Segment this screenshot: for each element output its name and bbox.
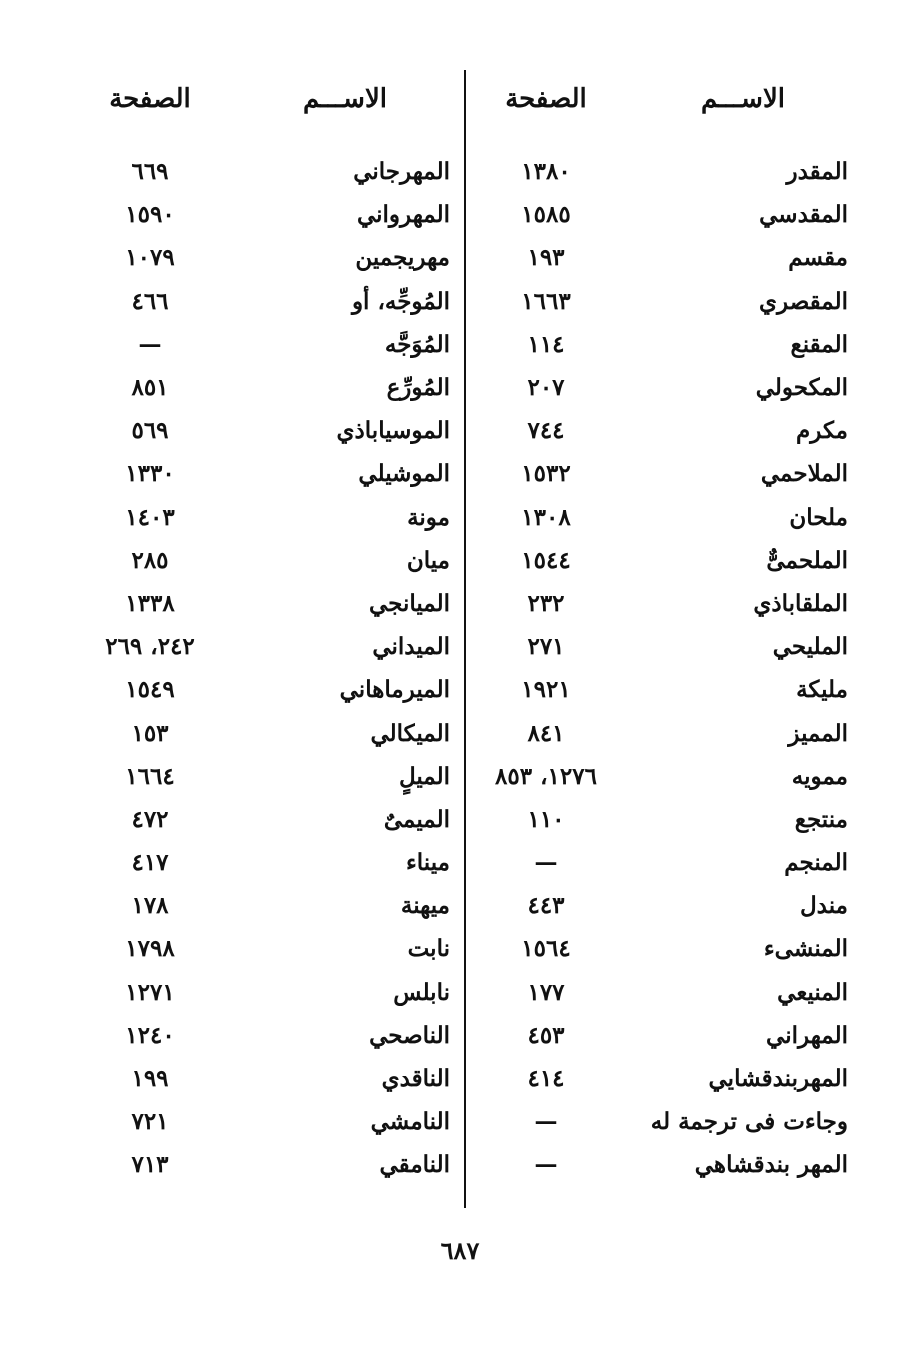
index-entry [486, 236, 848, 279]
entry-page: ١١٠ [527, 805, 565, 833]
index-entry [90, 409, 450, 452]
entry-page: ١٢٤٠ [125, 1021, 175, 1049]
entry-page: ١٥٤٤ [521, 546, 571, 574]
entry-name: نابت [407, 935, 450, 963]
index-entry [90, 366, 450, 409]
entry-page: — [534, 1108, 558, 1136]
entry-name: الميرماهاني [339, 676, 450, 704]
entry-page: — [534, 1151, 558, 1179]
entry-name: المُوجِّه، أو [351, 287, 450, 315]
index-entry [486, 1143, 848, 1186]
column-divider [464, 70, 466, 1208]
entry-name: المُورِّع [386, 374, 450, 402]
entry-name: المهرواني [356, 201, 450, 229]
entry-name: ميان [406, 546, 450, 574]
entry-name: ميناء [405, 849, 450, 877]
index-entry [486, 280, 848, 323]
entry-page: ٢٨٥ [131, 546, 169, 574]
entry-page: ٢٠٧ [527, 374, 565, 402]
entry-page: ٨٤١ [527, 719, 565, 747]
entry-page: ١٥٨٥ [521, 201, 571, 229]
entry-page: — [534, 849, 558, 877]
entry-page: ١٥٦٤ [521, 935, 571, 963]
index-entry [486, 841, 848, 884]
entry-name: المهرجاني [353, 158, 450, 186]
entry-page: ٧١٣ [131, 1151, 169, 1179]
index-entry [90, 798, 450, 841]
left-column-header [90, 84, 450, 132]
entry-name: مهريجمين [355, 244, 450, 272]
entry-page: ١٥٣ [131, 719, 169, 747]
entry-name: مقسم [788, 244, 848, 272]
index-entry [486, 496, 848, 539]
entry-name: النامشي [370, 1108, 450, 1136]
entry-page: ١٣٠٨ [521, 503, 571, 531]
entry-name: الملقاباذي [753, 589, 848, 617]
entry-page: ٢٤٢، ٢٦٩ [105, 633, 195, 661]
entry-name: المنيعي [777, 978, 848, 1006]
entry-page: ١٩٣ [527, 244, 565, 272]
entry-page: ٤٥٣ [527, 1021, 565, 1049]
index-entry [486, 884, 848, 927]
index-entry [90, 582, 450, 625]
entry-name: الميانجي [368, 589, 450, 617]
entry-name: المقنع [790, 330, 848, 358]
entry-name: ملحان [789, 503, 848, 531]
entry-name: المُوَجَّه [384, 330, 450, 358]
index-entry [486, 755, 848, 798]
index-entry [90, 280, 450, 323]
entry-name: الميلٍ [398, 762, 450, 790]
entry-page: ١٩٩ [131, 1065, 169, 1093]
entry-name: المهر بندقشاهي [694, 1151, 848, 1179]
entry-page: ١٦٦٤ [125, 762, 175, 790]
index-entry [90, 755, 450, 798]
entry-name: المميز [788, 719, 848, 747]
index-entry [486, 798, 848, 841]
name-column-heading: الاســـم [701, 84, 785, 114]
entry-name: المكحولي [755, 374, 848, 402]
entry-page: ١٥٤٩ [125, 676, 175, 704]
entry-name: المقدر [786, 158, 848, 186]
left-index-rows [90, 150, 450, 1187]
entry-page: — [138, 330, 162, 358]
entry-name: المهراني [766, 1021, 848, 1049]
index-entry [90, 1143, 450, 1186]
entry-page: ١٩٢١ [521, 676, 571, 704]
index-entry [486, 1014, 848, 1057]
entry-name: مكرم [796, 417, 848, 445]
index-entry [90, 236, 450, 279]
entry-name: الموسياباذي [336, 417, 450, 445]
entry-name: وجاءت فى ترجمة له [650, 1108, 848, 1136]
name-column-heading: الاســـم [303, 84, 387, 114]
entry-name: مونة [407, 503, 450, 531]
index-entry [90, 150, 450, 193]
index-entry [486, 323, 848, 366]
index-entry [90, 971, 450, 1014]
entry-page: ٢٧١ [527, 633, 565, 661]
entry-page: ٤٧٢ [131, 805, 169, 833]
index-entry [90, 841, 450, 884]
index-entry [486, 150, 848, 193]
entry-name: الملاحمي [760, 460, 848, 488]
index-entry [90, 668, 450, 711]
right-index-rows [486, 150, 848, 1187]
entry-page: ١٢٧١ [125, 978, 175, 1006]
index-entry [486, 582, 848, 625]
entry-name: الناصحي [369, 1021, 450, 1049]
entry-name: الموشيلي [358, 460, 450, 488]
index-entry [486, 539, 848, 582]
index-entry [90, 884, 450, 927]
entry-name: المنجم [784, 849, 848, 877]
entry-name: مندل [799, 892, 848, 920]
entry-page: ٧٢١ [131, 1108, 169, 1136]
entry-page: ١٢٧٦، ٨٥٣ [495, 762, 597, 790]
entry-page: ١٥٩٠ [125, 201, 175, 229]
index-entry [90, 711, 450, 754]
entry-name: الميكالي [370, 719, 450, 747]
entry-name: ممويه [791, 762, 848, 790]
index-entry [90, 1100, 450, 1143]
entry-page: ١٣٨٠ [521, 158, 571, 186]
left-index-column [90, 84, 450, 1187]
index-entry [486, 366, 848, 409]
entry-page: ١٣٣٨ [125, 589, 175, 617]
entry-page: ٨٥١ [131, 374, 169, 402]
entry-name: المنشىء [763, 935, 848, 963]
entry-page: ١٧٧ [527, 978, 565, 1006]
index-entry [486, 409, 848, 452]
entry-page: ١٧٩٨ [125, 935, 175, 963]
entry-page: ١٥٣٢ [521, 460, 571, 488]
entry-page: ١٧٨ [131, 892, 169, 920]
entry-name: الناقدي [381, 1065, 450, 1093]
index-entry [90, 452, 450, 495]
entry-page: ١٦٦٣ [521, 287, 571, 315]
page-number: ٦٨٧ [440, 1236, 480, 1265]
index-entry [90, 323, 450, 366]
entry-page: ٧٤٤ [527, 417, 565, 445]
entry-name: المقصري [759, 287, 848, 315]
entry-page: ٦٦٩ [131, 158, 169, 186]
index-entry [486, 1100, 848, 1143]
index-entry [486, 452, 848, 495]
entry-page: ١٣٣٠ [125, 460, 175, 488]
entry-name: منتجع [794, 805, 848, 833]
entry-page: ٤١٧ [131, 849, 169, 877]
index-entry [486, 711, 848, 754]
index-entry [486, 971, 848, 1014]
index-entry [90, 1014, 450, 1057]
index-entry [90, 496, 450, 539]
entry-name: نابلس [393, 978, 450, 1006]
entry-name: مليكة [796, 676, 848, 704]
index-entry [486, 193, 848, 236]
entry-page: ١٠٧٩ [125, 244, 175, 272]
index-entry [90, 625, 450, 668]
entry-name: المليحي [772, 633, 848, 661]
right-index-column [486, 84, 848, 1187]
entry-name: النامقي [379, 1151, 450, 1179]
index-entry [486, 1057, 848, 1100]
index-entry [90, 193, 450, 236]
entry-page: ٥٦٩ [131, 417, 169, 445]
entry-name: الميمىٌ [383, 805, 450, 833]
entry-name: الميداني [372, 633, 450, 661]
entry-page: ٤٤٣ [527, 892, 565, 920]
entry-page: ٤١٤ [527, 1065, 565, 1093]
index-entry [486, 927, 848, 970]
entry-page: ١١٤ [527, 330, 565, 358]
index-entry [90, 539, 450, 582]
entry-name: المقدسي [759, 201, 848, 229]
entry-name: الملحمىٌّ [766, 546, 848, 574]
index-entry [486, 625, 848, 668]
index-entry [90, 1057, 450, 1100]
index-entry [90, 927, 450, 970]
entry-page: ٢٣٢ [527, 589, 565, 617]
page-column-heading: الصفحة [505, 84, 587, 114]
entry-name: ميهنة [400, 892, 450, 920]
page-column-heading: الصفحة [109, 84, 191, 114]
right-column-header [486, 84, 848, 132]
entry-name: المهربندقشايي [708, 1065, 848, 1093]
index-entry [486, 668, 848, 711]
entry-page: ١٤٠٣ [125, 503, 175, 531]
entry-page: ٤٦٦ [131, 287, 169, 315]
